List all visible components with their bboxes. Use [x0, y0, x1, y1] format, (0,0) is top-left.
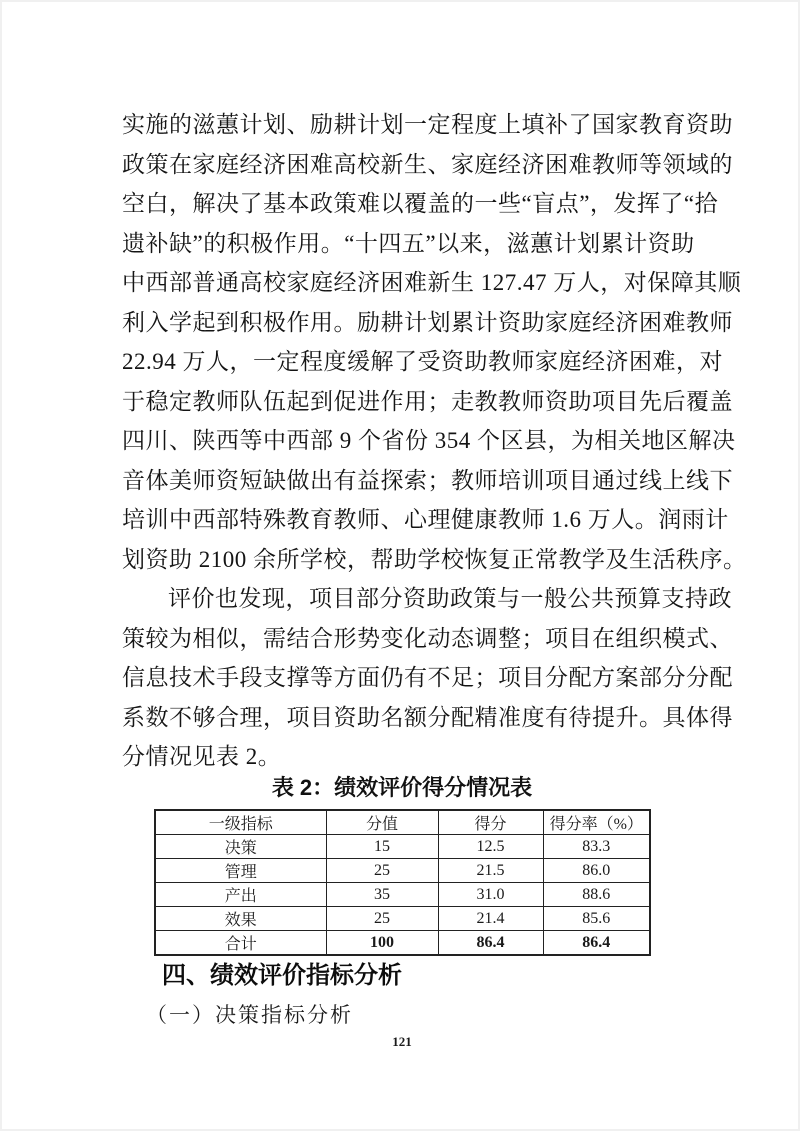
table-cell: 25 — [326, 859, 438, 883]
subsection-heading: （一）决策指标分析 — [146, 1003, 353, 1027]
table-cell: 100 — [326, 931, 438, 956]
table-caption: 表 2：绩效评价得分情况表 — [271, 775, 533, 800]
table-cell: 86.4 — [438, 931, 543, 956]
table-cell: 85.6 — [543, 907, 650, 931]
page-number: 121 — [392, 1034, 412, 1049]
text-line: 分情况见表 2。 — [122, 744, 282, 769]
text-line: 22.94 万人，一定程度缓解了受资助教师家庭经济困难，对 — [122, 349, 723, 374]
table-total-row — [155, 931, 650, 956]
column-header: 得分 — [438, 810, 543, 835]
table-cell: 35 — [326, 883, 438, 907]
table-header-row — [155, 810, 650, 835]
body-text — [122, 105, 747, 777]
table-row — [155, 859, 650, 883]
text-line: 中西部普通高校家庭经济困难新生 127.47 万人，对保障其顺 — [122, 270, 742, 295]
section-heading: 四、绩效评价指标分析 — [162, 962, 402, 989]
text-line: 信息技术手段支撑等方面仍有不足；项目分配方案部分分配 — [122, 665, 733, 690]
text-line: 策较为相似，需结合形势变化动态调整；项目在组织模式、 — [122, 625, 733, 651]
table-cell: 31.0 — [438, 883, 543, 907]
text-line: 实施的滋蕙计划、励耕计划一定程度上填补了国家教育资助 — [122, 112, 733, 137]
table-cell: 决策 — [155, 835, 326, 859]
text-line: 政策在家庭经济困难高校新生、家庭经济困难教师等领域的 — [122, 151, 733, 177]
performance-score-table — [154, 809, 651, 956]
table-cell: 产出 — [155, 883, 326, 907]
text-line: 于稳定教师队伍起到促进作用；走教教师资助项目先后覆盖 — [122, 388, 733, 414]
table-cell: 88.6 — [543, 883, 650, 907]
table-row — [155, 883, 650, 907]
table-cell: 合计 — [155, 931, 326, 956]
text-line: 培训中西部特殊教育教师、心理健康教师 1.6 万人。润雨计 — [122, 507, 729, 532]
table-cell: 效果 — [155, 907, 326, 931]
text-line: 四川、陕西等中西部 9 个省份 354 个区县，为相关地区解决 — [122, 428, 736, 453]
table-cell: 管理 — [155, 859, 326, 883]
table-cell: 21.5 — [438, 859, 543, 883]
table-cell: 12.5 — [438, 835, 543, 859]
column-header: 分值 — [326, 810, 438, 835]
text-line: 评价也发现，项目部分资助政策与一般公共预算支持政 — [168, 586, 732, 611]
column-header: 得分率（%） — [543, 810, 650, 835]
text-line: 划资助 2100 余所学校，帮助学校恢复正常教学及生活秩序。 — [122, 546, 747, 572]
text-line: 遗补缺”的积极作用。“十四五”以来，滋蕙计划累计资助 — [122, 230, 695, 256]
table-cell: 86.4 — [543, 931, 650, 956]
table-cell: 25 — [326, 907, 438, 931]
table-row — [155, 907, 650, 931]
table-cell: 21.4 — [438, 907, 543, 931]
column-header: 一级指标 — [155, 810, 326, 835]
text-line: 音体美师资短缺做出有益探索；教师培训项目通过线上线下 — [122, 467, 733, 493]
table-cell: 83.3 — [543, 835, 650, 859]
table-row — [155, 835, 650, 859]
text-line: 系数不够合理，项目资助名额分配精准度有待提升。具体得 — [122, 704, 733, 730]
text-line: 利入学起到积极作用。励耕计划累计资助家庭经济困难教师 — [122, 309, 733, 335]
table-cell: 86.0 — [543, 859, 650, 883]
table-cell: 15 — [326, 835, 438, 859]
text-line: 空白，解决了基本政策难以覆盖的一些“盲点”，发挥了“拾 — [122, 191, 719, 216]
